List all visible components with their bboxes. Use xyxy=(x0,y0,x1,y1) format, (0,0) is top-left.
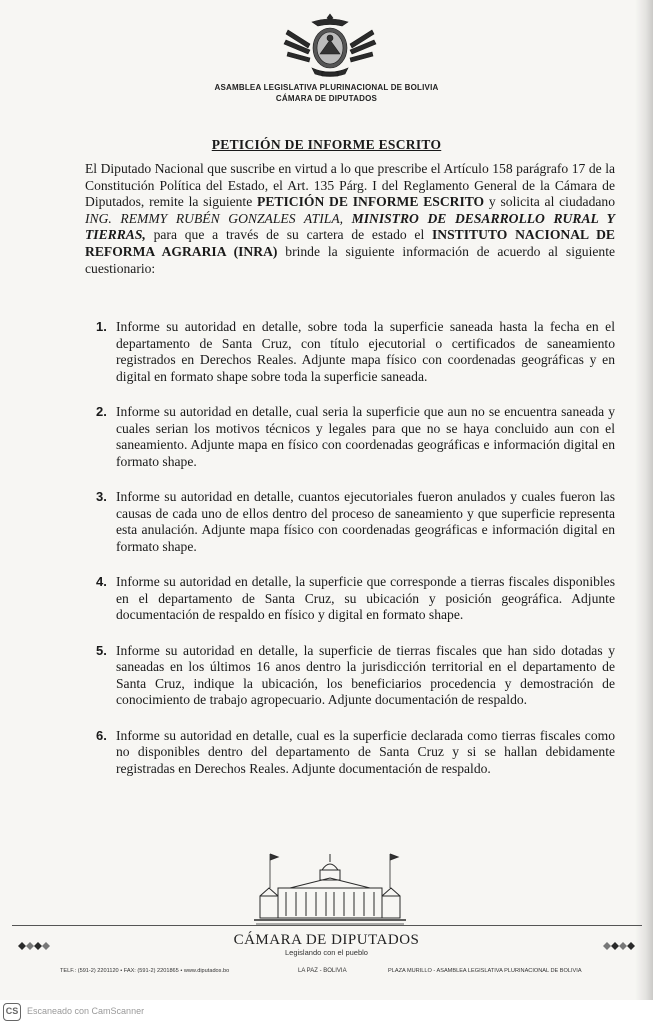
intro-ministry: MINISTRO DE DESARROLLO RURAL Y TIERRAS, xyxy=(85,210,615,243)
question-number: 1. xyxy=(96,319,107,334)
footer-contact-phone: TELF.: (591-2) 2201120 • FAX: (591-2) 2201865 • www.diputados.bo xyxy=(60,968,230,974)
document-title: PETICIÓN DE INFORME ESCRITO xyxy=(211,137,442,152)
question-item xyxy=(85,404,615,470)
intro-paragraph xyxy=(85,161,615,277)
question-text: Informe su autoridad en detalle, cuantos ejecutoriales fueron anulados y cuales fueron las causas de cada uno de ellos dentro del proceso de saneamiento y que superficie representa esta anulación. Adjunte mapa físico con coordenadas geográficas e información digital en formato shape. xyxy=(116,489,615,554)
legislative-palace-icon xyxy=(250,848,410,930)
header-institution: ASAMBLEA LEGISLATIVA PLURINACIONAL DE BOLIVIA xyxy=(214,83,439,92)
footer-address: PLAZA MURILLO - ASAMBLEA LEGISLATIVA PLURINACIONAL DE BOLIVIA xyxy=(388,968,582,974)
question-text: Informe su autoridad en detalle, la superficie que corresponde a tierras fiscales disponibles en el departamento de Santa Cruz, su ubicación y posición geográfica. Adjunte documentación de respaldo en físico y digital en formato shape. xyxy=(116,574,615,622)
question-number: 2. xyxy=(96,404,107,419)
header-chamber: CÁMARA DE DIPUTADOS xyxy=(275,94,378,103)
scanner-watermark-text: Escaneado con CamScanner xyxy=(27,1006,145,1016)
question-number: 4. xyxy=(96,574,107,589)
intro-addressee: ING. REMMY RUBÉN GONZALES ATILA, xyxy=(85,210,352,226)
intro-text-2: y solicita al ciudadano xyxy=(484,194,616,210)
question-number: 5. xyxy=(96,642,107,658)
intro-institute: INSTITUTO NACIONAL DE REFORMA AGRARIA (INRA) xyxy=(85,227,615,259)
question-text: Informe su autoridad en detalle, sobre toda la superficie saneada hasta la fecha en el departamento de Santa Cruz, con título ejecutorial o certificados de saneamiento registrados en Derechos Reales. Adjunte mapa físico con coordenadas geográficas y en digital en formato shape sobre toda la superficie saneada. xyxy=(116,319,615,384)
question-item xyxy=(85,728,615,778)
bolivia-coat-of-arms-icon xyxy=(282,12,378,80)
question-item xyxy=(85,489,615,555)
intro-text-3: para que a través de su cartera de estado el xyxy=(145,227,433,243)
question-text: Informe su autoridad en detalle, cual seria la superficie que aun no se encuentra saneada y cuales serian los motivos técnicos y legales para que no se haya concluido aun con el saneamiento. Adjunte mapa en físico con coordenadas geográficas e información digital en formato shape. xyxy=(116,404,615,469)
intro-text-1: El Diputado Nacional que suscribe en virtud a lo que prescribe el Artículo 158 parágrafo 17 de la Constitución Política del Estado, el Art. 135 Párg. I del Reglamento General de la Cámara de Diputados, remite la siguiente xyxy=(85,161,615,210)
footer-chamber-name: CÁMARA DE DIPUTADOS xyxy=(233,932,420,948)
footer-city: LA PAZ - BOLIVIA xyxy=(298,968,347,974)
question-list xyxy=(85,319,615,777)
question-number: 6. xyxy=(96,727,107,743)
footer-rule xyxy=(12,925,642,926)
question-item xyxy=(85,319,615,385)
intro-request-type: PETICIÓN DE INFORME ESCRITO xyxy=(257,194,485,210)
question-item xyxy=(85,574,615,624)
camscanner-logo-icon: CS xyxy=(3,1003,21,1021)
intro-text-4: brinde la siguiente información de acuerdo al siguiente cuestionario: xyxy=(85,243,615,276)
question-text: Informe su autoridad en detalle, la superficie de tierras fiscales que han sido dotadas y saneadas en los últimos 16 anos dentro la jurisdicción territorial en el departamento de Santa Cruz, indique la ubicación, los beneficiarios procedencia y demostración de conocimiento de trabajo agropecuario. Adjunte documentación de respaldo. xyxy=(116,642,615,707)
footer-motto: Legislando con el pueblo xyxy=(285,948,368,957)
question-text: Informe su autoridad en detalle, cual es la superficie declarada como tierras fiscales como no disponibles dentro del departamento de Santa Cruz y si se hallan debidamente registradas en Derechos Reales. Adjunte documentación de respaldo. xyxy=(116,727,615,776)
question-item xyxy=(85,643,615,709)
question-number: 3. xyxy=(96,489,107,504)
